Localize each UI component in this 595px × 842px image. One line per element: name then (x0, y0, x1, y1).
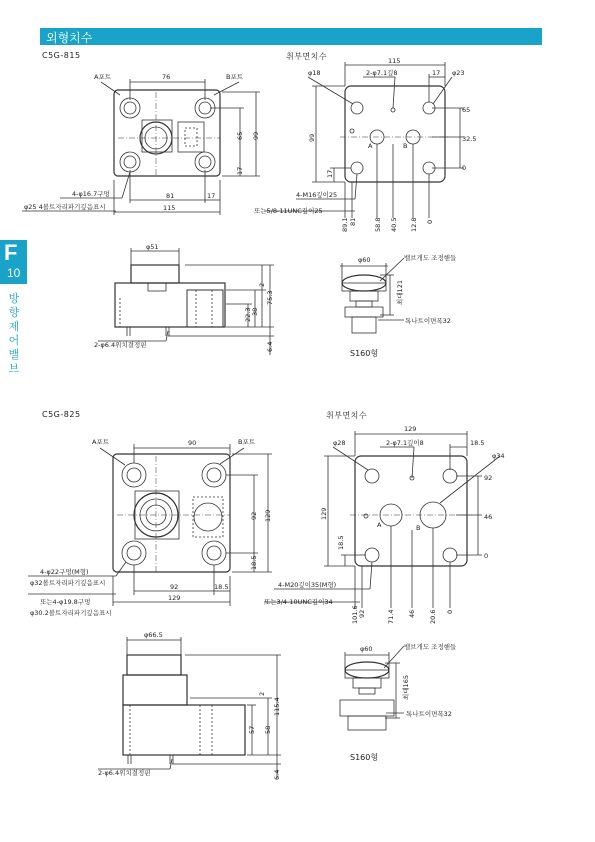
valve-dia60-825: φ60 (360, 645, 373, 653)
hole-note1-825: 4-φ22구멍(M형) (40, 568, 89, 576)
pin-note-825: 2-φ6.4위치결정핀 (98, 769, 151, 777)
mount-pin-825: 2-φ7.1깊이8 (386, 439, 424, 447)
mount-face-815 (345, 86, 445, 182)
valve-note3-825: 톡나트이면폭32 (406, 710, 452, 718)
mount-row-65: 65 (462, 106, 471, 114)
dim-76: 76 (162, 73, 171, 81)
mount-pin-815: 2-φ7.1깊8 (366, 69, 398, 77)
side-h6-4-825: 6.4 (273, 769, 281, 780)
dim-92h-825: 92 (170, 583, 179, 591)
thread-note1-825: 4-M20깊이35(M형) (278, 581, 337, 589)
side-dia66-5: φ66.5 (144, 631, 163, 639)
mount-dim-17v-815: 17 (326, 169, 334, 178)
pin-note-815: 2-φ6.4위치결정핀 (94, 341, 147, 349)
thread-note2-815: 또는5/8-11UNC깊이25 (254, 207, 323, 215)
valve-note1-825: 밸브개도 조정핸들 (404, 643, 457, 651)
mount-x-20-6: 20.6 (429, 609, 437, 624)
dim-99-815: 99 (252, 131, 260, 140)
valve-note3-815: 톡나트이면폭32 (405, 317, 451, 325)
mount-x-81: 81 (349, 217, 357, 226)
mount-dim-18-5-825: 18.5 (470, 439, 485, 447)
spot-note-815: φ25 4볼트자리파기깊음표시 (24, 203, 106, 211)
side-h2-815: 2 (258, 282, 266, 287)
dim-18-5h-825: 18.5 (214, 583, 229, 591)
dim-90: 90 (188, 439, 197, 447)
mount-face-825 (355, 456, 467, 566)
valve-dia60-815: φ60 (358, 256, 371, 264)
side-h38: 38 (251, 307, 259, 316)
port-a-label-815: A포트 (94, 73, 112, 81)
model-label-825: C5G-825 (42, 410, 81, 419)
side-h115-4: 115.4 (273, 697, 281, 716)
chapter-number: 10 (7, 266, 21, 280)
port-b-label-825: B포트 (238, 438, 256, 446)
side-h2-825: 2 (258, 691, 266, 696)
hole-note2-825: 또는4-φ19.8구멍 (40, 598, 91, 606)
mount-label-a-815: A (368, 142, 373, 150)
side-h57: 57 (248, 725, 256, 734)
dim-81: 81 (166, 192, 175, 200)
mount-label-b-825: B (416, 524, 421, 532)
mount-x-12-8: 12.8 (410, 217, 418, 232)
mount-x-101-6: 101.6 (351, 605, 359, 624)
port-b-label-815: B포트 (226, 73, 244, 81)
dim-115-815: 115 (163, 204, 176, 212)
mount-row-0-815: 0 (462, 164, 467, 172)
dim-129v-825: 129 (264, 509, 272, 522)
mount-row-32-5: 32.5 (462, 135, 477, 143)
mount-dia23: φ23 (452, 69, 465, 77)
dim-65-815: 65 (236, 131, 244, 140)
mount-row-0-825: 0 (484, 552, 489, 560)
side-h58: 58 (264, 725, 272, 734)
mount-x-71-4: 71.4 (387, 609, 395, 624)
mount-x-40-5: 40.5 (390, 217, 398, 232)
mount-x-89-1: 89.1 (341, 217, 349, 232)
chapter-label: 방향제어밸브 (8, 292, 20, 375)
section-title: 외형치수 (46, 31, 93, 45)
mount-dim-129v: 129 (320, 507, 328, 520)
mount-dim-115: 115 (388, 57, 401, 65)
mount-title-815: 취부면치수 (286, 52, 328, 61)
mount-x-0-825: 0 (446, 609, 454, 614)
mount-x-58-8: 58.8 (374, 217, 382, 232)
spot-note1-825: φ32볼트자리파기깊음표시 (30, 579, 106, 587)
mount-dia34: φ34 (492, 452, 505, 460)
mount-label-a-825: A (377, 521, 382, 529)
valve-model-815: S160형 (350, 349, 379, 358)
side-h22-3: 22.3 (244, 307, 252, 322)
mount-x-46: 46 (408, 609, 416, 618)
dim-17v-815: 17 (236, 166, 244, 175)
mount-x-0-815: 0 (426, 219, 434, 224)
model-label-815: C5G-815 (42, 51, 81, 60)
side-h75-3: 75.3 (266, 290, 274, 305)
mount-dim-18-5v: 18.5 (337, 535, 345, 550)
side-h6-4-815: 6.4 (266, 341, 274, 352)
side-dia51: φ51 (146, 243, 159, 251)
dim-18-5v-825: 18.5 (250, 555, 258, 570)
mount-dim-17-815: 17 (432, 69, 441, 77)
thread-note1-815: 4-M16깊이25 (296, 191, 338, 199)
mount-title-825: 취부면치수 (326, 411, 368, 420)
mount-label-b-815: B (403, 142, 408, 150)
spot-note2-825: φ30.2볼트자리파기깊음표시 (30, 609, 112, 617)
dim-92v-825: 92 (250, 511, 258, 520)
mount-x-92: 92 (358, 609, 366, 618)
valve-note2-825: 최대165 (402, 675, 410, 700)
mount-row-46: 46 (484, 513, 493, 521)
mount-row-92: 92 (484, 474, 493, 482)
valve-model-825: S160형 (350, 753, 379, 762)
valve-note2-815: 최대121 (396, 280, 404, 305)
mount-dia28: φ28 (333, 439, 346, 447)
valve-note1-815: 밸브개도 조정핸들 (404, 254, 457, 262)
dim-17h-815: 17 (207, 192, 216, 200)
hole-note-815: 4-φ16.7구멍 (72, 190, 110, 198)
port-a-label-825: A포트 (92, 438, 110, 446)
mount-dim-99: 99 (308, 133, 316, 142)
mount-dia18: φ18 (308, 69, 321, 77)
chapter-letter: F (4, 240, 18, 265)
thread-note2-825: 또는3/4-10UNC깊이34 (264, 598, 333, 606)
dim-129h-825: 129 (168, 594, 181, 602)
mount-dim-129: 129 (404, 425, 417, 433)
